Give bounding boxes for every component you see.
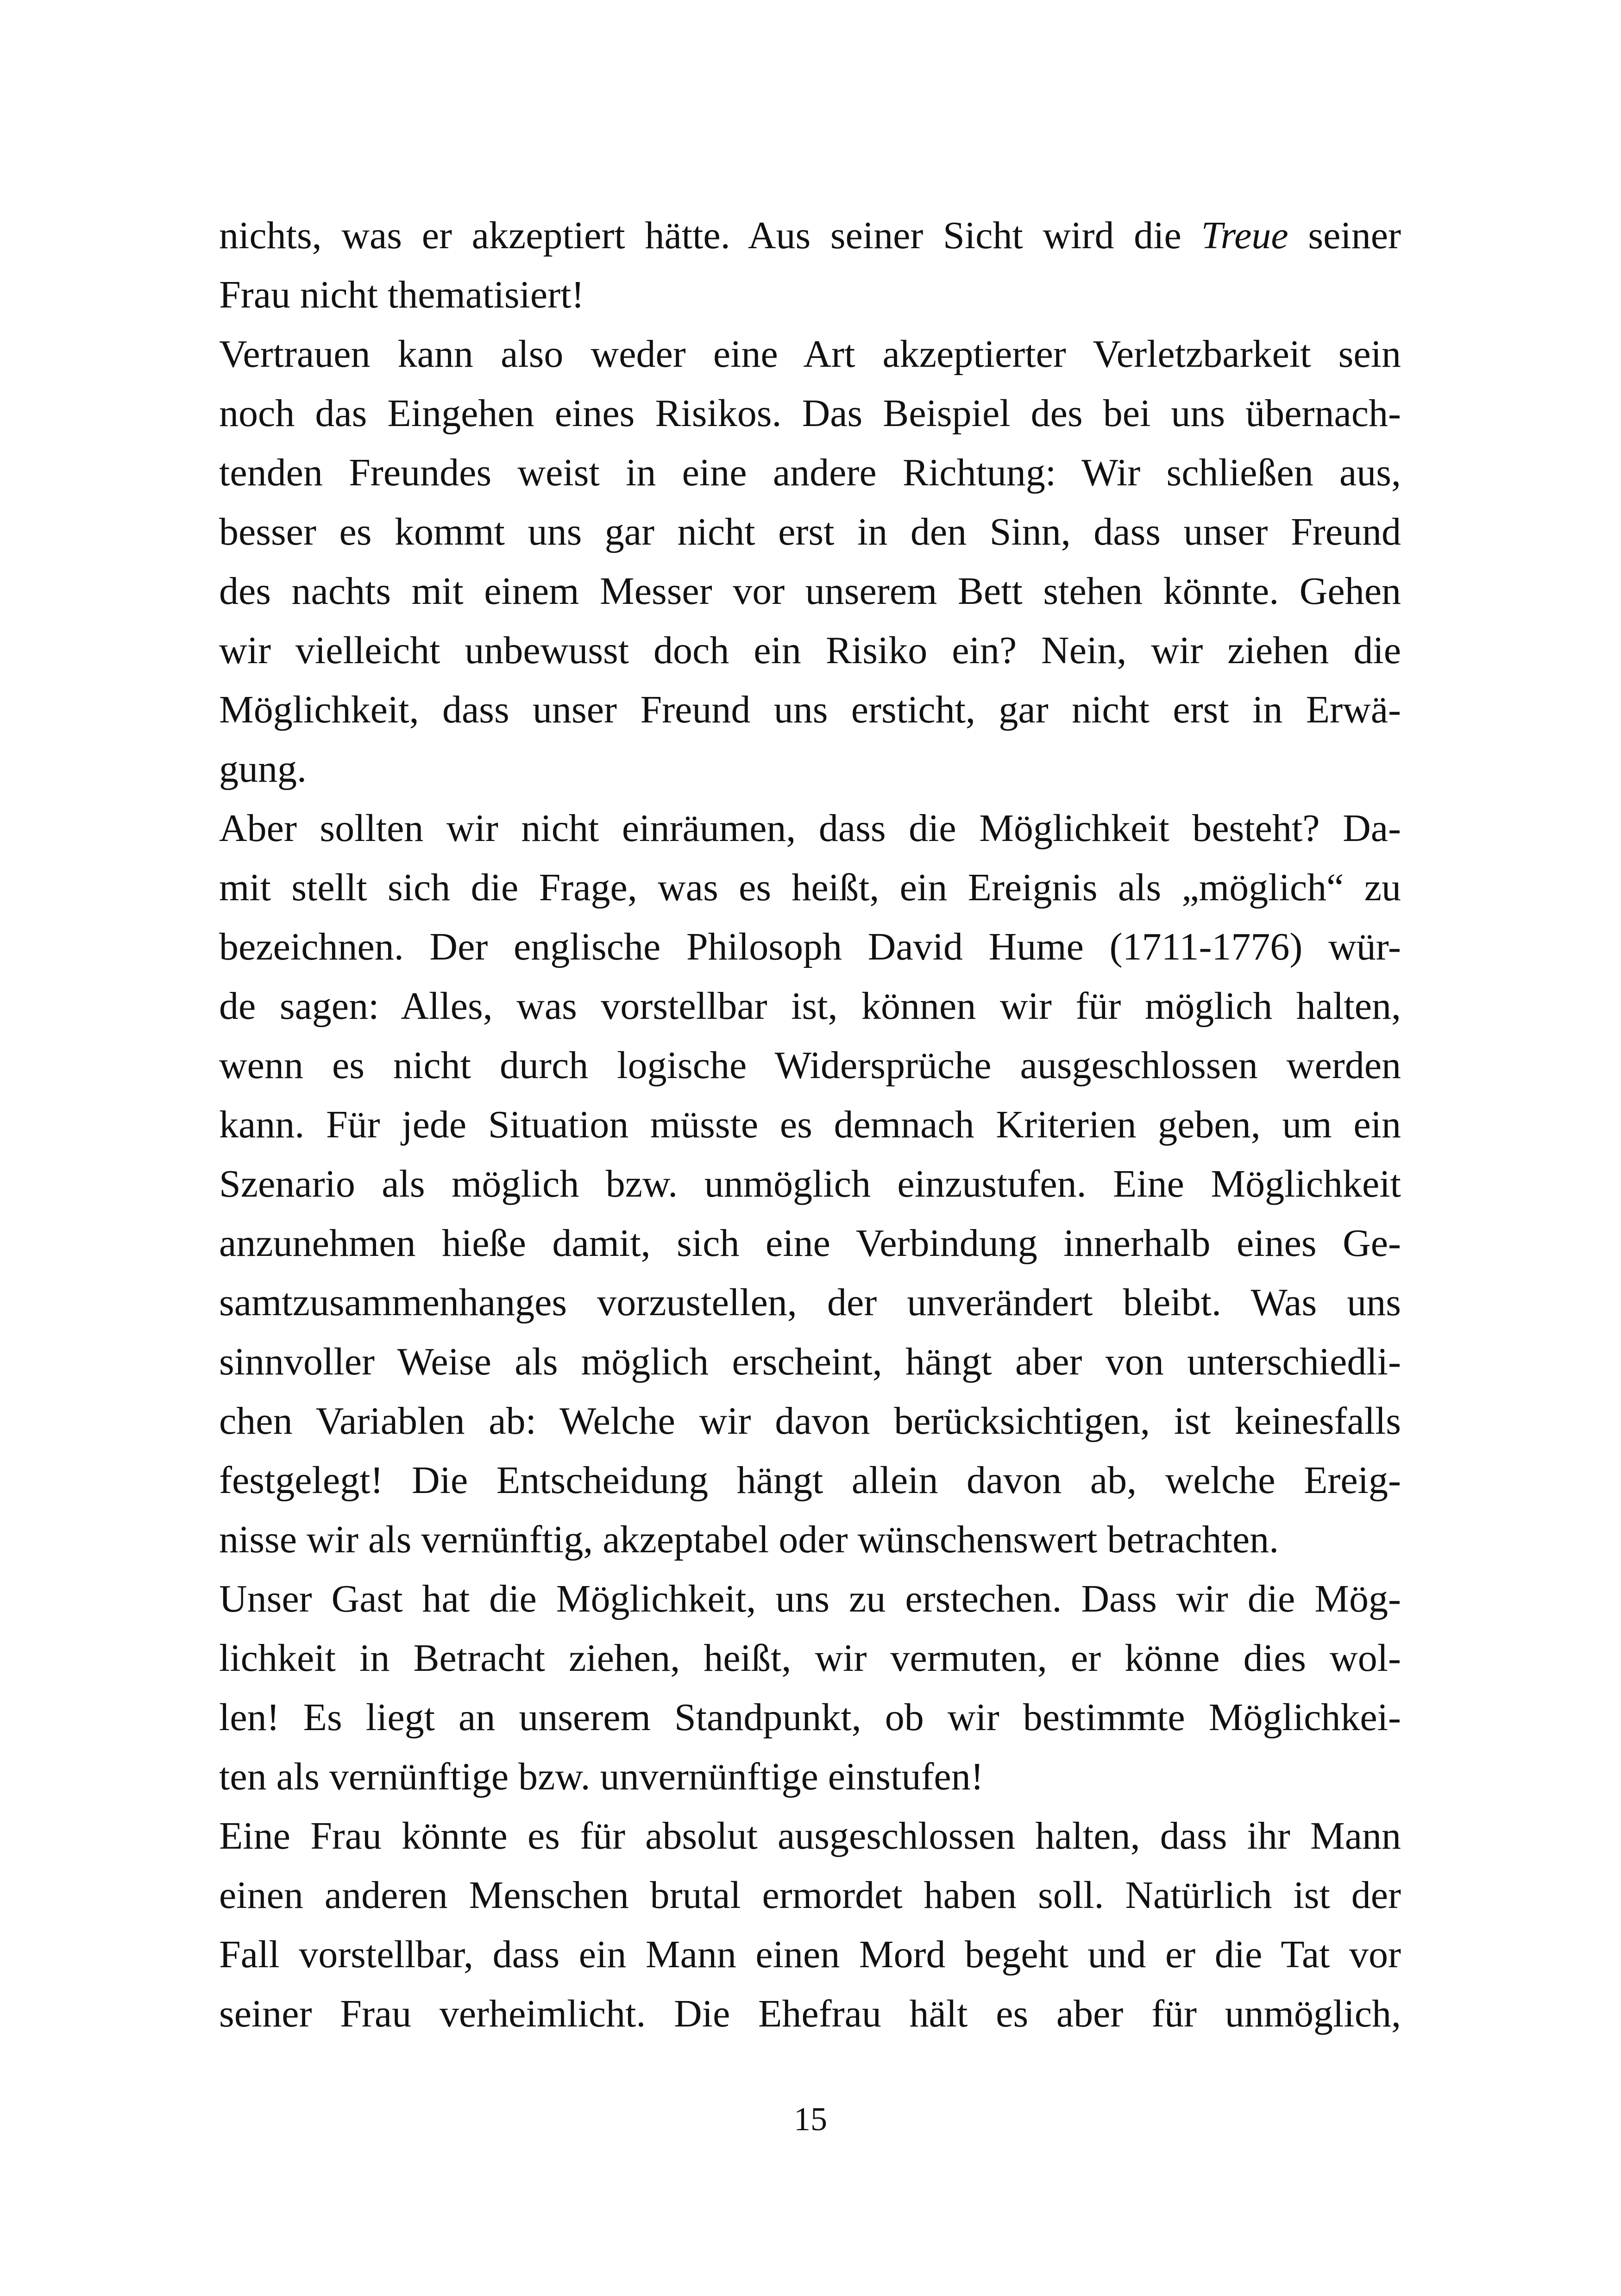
text-segment: nisse wir als vernünftig, akzeptabel oder wünschenswert betrachten. <box>219 1518 1279 1561</box>
text-segment: wir vielleicht unbewusst doch ein Risiko ein? Nein, wir ziehen die <box>219 629 1401 672</box>
text-line <box>219 1984 1401 2044</box>
text-segment: Frau nicht thematisiert! <box>219 273 584 316</box>
text-line <box>219 1688 1401 1747</box>
text-line <box>219 502 1401 562</box>
text-line <box>219 443 1401 502</box>
text-segment: nichts, was er akzeptiert hätte. Aus seiner Sicht wird die <box>219 214 1201 257</box>
text-line <box>219 1095 1401 1154</box>
text-line <box>219 917 1401 977</box>
text-segment: Fall vorstellbar, dass ein Mann einen Mord begeht und er die Tat vor <box>219 1933 1401 1976</box>
text-segment: noch das Eingehen eines Risikos. Das Beispiel des bei uns übernach- <box>219 392 1401 435</box>
text-line <box>219 1273 1401 1332</box>
text-segment: seiner Frau verheimlicht. Die Ehefrau hält es aber für unmöglich, <box>219 1992 1401 2035</box>
text-segment: de sagen: Alles, was vorstellbar ist, können wir für möglich halten, <box>219 985 1401 1028</box>
text-line <box>219 858 1401 917</box>
text-line <box>219 740 1401 799</box>
text-line <box>219 977 1401 1036</box>
text-segment: tenden Freundes weist in eine andere Richtung: Wir schließen aus, <box>219 451 1401 494</box>
text-segment: samtzusammenhanges vorzustellen, der unverändert bleibt. Was uns <box>219 1281 1401 1324</box>
page-number: 15 <box>794 2101 827 2138</box>
text-line <box>219 1807 1401 1866</box>
text-segment: lichkeit in Betracht ziehen, heißt, wir vermuten, er könne dies wol- <box>219 1637 1401 1680</box>
text-line <box>219 799 1401 858</box>
text-segment: Szenario als möglich bzw. unmöglich einzustufen. Eine Möglichkeit <box>219 1162 1401 1205</box>
text-segment: gung. <box>219 747 307 790</box>
text-segment: wenn es nicht durch logische Widersprüche ausgeschlossen werden <box>219 1044 1401 1087</box>
text-segment: Unser Gast hat die Möglichkeit, uns zu erstechen. Dass wir die Mög- <box>219 1577 1401 1620</box>
text-line <box>219 1866 1401 1925</box>
text-segment: len! Es liegt an unserem Standpunkt, ob wir bestimmte Möglichkei- <box>219 1696 1401 1739</box>
text-line <box>219 1629 1401 1688</box>
body-text <box>219 206 1401 2044</box>
text-segment: des nachts mit einem Messer vor unserem Bett stehen könnte. Gehen <box>219 570 1401 613</box>
text-segment: chen Variablen ab: Welche wir davon berücksichtigen, ist keinesfalls <box>219 1399 1401 1443</box>
text-segment: kann. Für jede Situation müsste es demnach Kriterien geben, um ein <box>219 1103 1401 1146</box>
text-line <box>219 1154 1401 1214</box>
text-line <box>219 265 1401 325</box>
text-segment: Aber sollten wir nicht einräumen, dass die Möglichkeit besteht? Da- <box>219 807 1401 850</box>
text-line <box>219 206 1401 265</box>
text-line <box>219 1569 1401 1629</box>
text-line <box>219 1747 1401 1807</box>
text-segment: sinnvoller Weise als möglich erscheint, hängt aber von unterschiedli- <box>219 1340 1401 1383</box>
text-segment: Eine Frau könnte es für absolut ausgeschlossen halten, dass ihr Mann <box>219 1814 1401 1857</box>
emphasized-word: Treue <box>1201 214 1288 257</box>
text-line <box>219 680 1401 740</box>
text-line <box>219 325 1401 384</box>
text-segment: einen anderen Menschen brutal ermordet haben soll. Natürlich ist der <box>219 1874 1401 1917</box>
text-segment: besser es kommt uns gar nicht erst in den Sinn, dass unser Freund <box>219 510 1401 553</box>
text-line <box>219 1214 1401 1273</box>
text-segment: bezeichnen. Der englische Philosoph David Hume (1711-1776) wür- <box>219 925 1401 968</box>
text-line <box>219 1332 1401 1392</box>
text-segment: seiner <box>1288 214 1401 257</box>
text-line <box>219 1925 1401 1984</box>
text-segment: festgelegt! Die Entscheidung hängt allein davon ab, welche Ereig- <box>219 1459 1401 1502</box>
text-segment: Möglichkeit, dass unser Freund uns ersticht, gar nicht erst in Erwä- <box>219 688 1401 731</box>
text-segment: anzunehmen hieße damit, sich eine Verbindung innerhalb eines Ge- <box>219 1222 1401 1265</box>
text-line <box>219 621 1401 680</box>
text-line <box>219 1510 1401 1569</box>
text-line <box>219 384 1401 443</box>
text-line <box>219 1451 1401 1510</box>
text-line <box>219 1036 1401 1095</box>
text-line <box>219 562 1401 621</box>
text-line <box>219 1392 1401 1451</box>
text-segment: Vertrauen kann also weder eine Art akzeptierter Verletzbarkeit sein <box>219 332 1401 376</box>
text-segment: ten als vernünftige bzw. unvernünftige einstufen! <box>219 1755 984 1798</box>
text-segment: mit stellt sich die Frage, was es heißt, ein Ereignis als „möglich“ zu <box>219 866 1401 909</box>
